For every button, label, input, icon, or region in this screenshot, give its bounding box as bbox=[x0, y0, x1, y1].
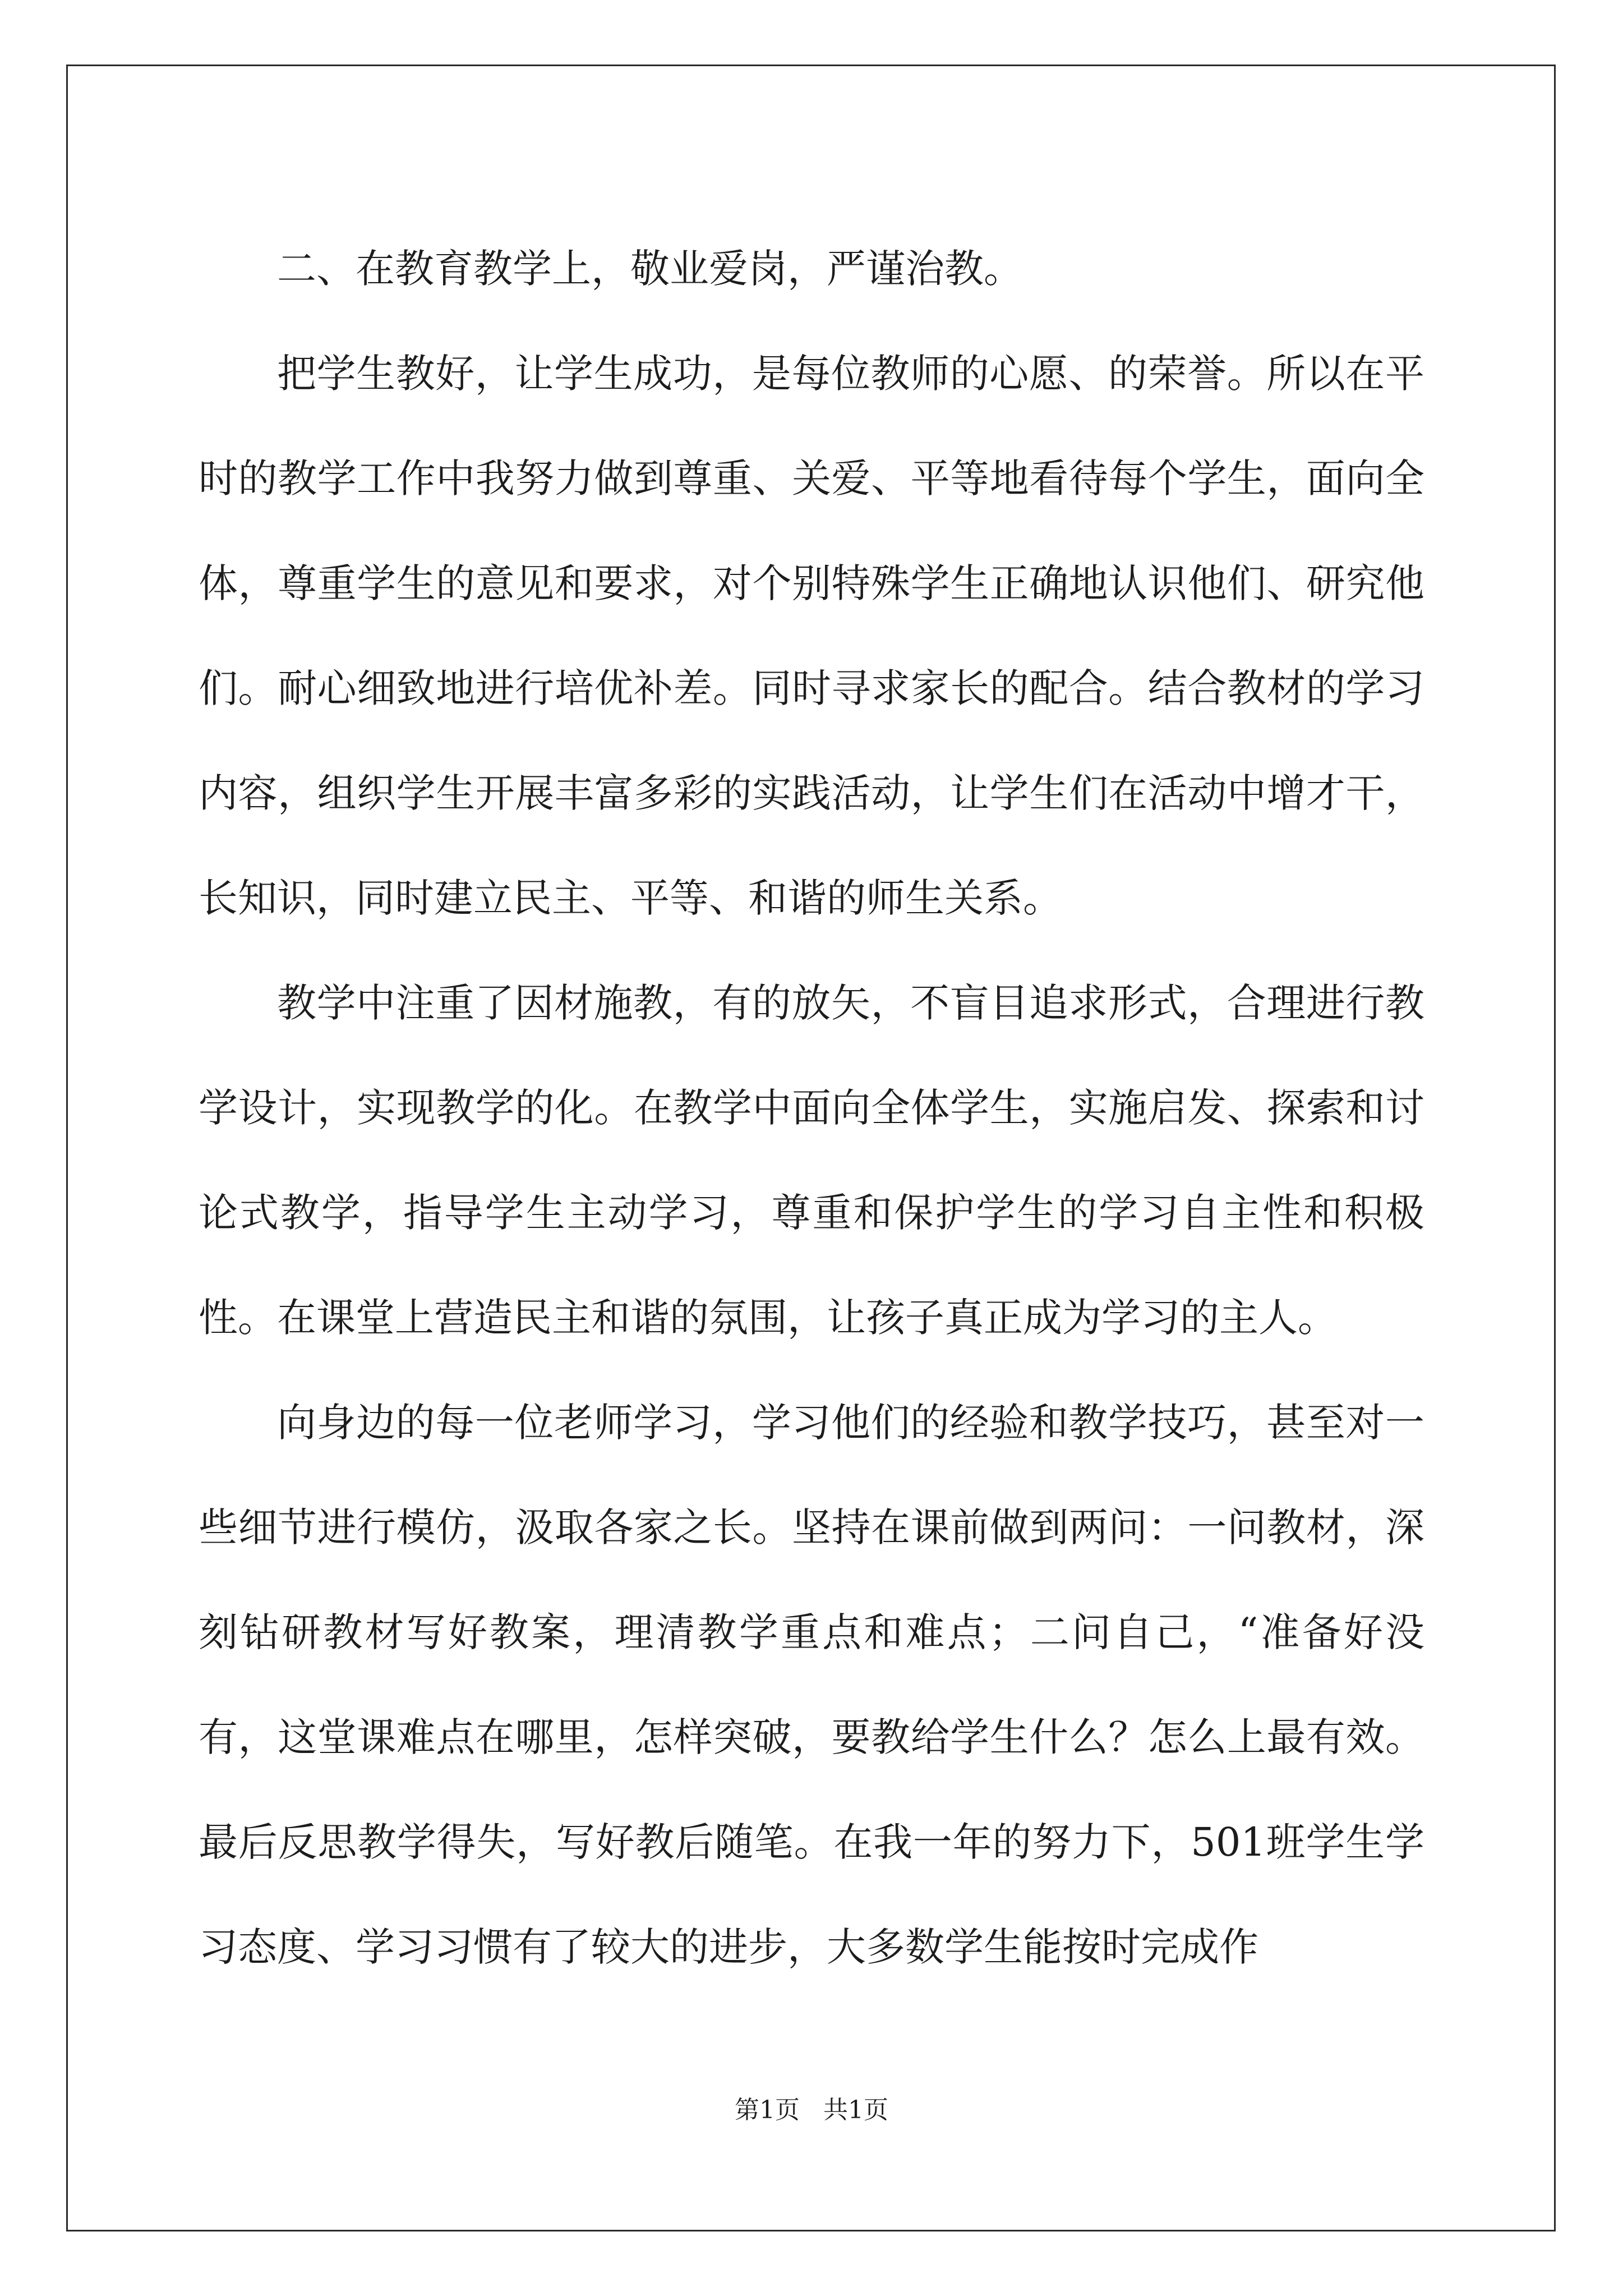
paragraph: 向身边的每一位老师学习，学习他们的经验和教学技巧，甚至对一些细节进行模仿，汲取各家之长。坚持在课前做到两问：一问教材，深刻钻研教材写好教案，理清教学重点和难点；二问自己，“准备好没有，这堂课难点在哪里，怎样突破，要教给学生什么？怎么上最有效。最后反思教学得失，写好教后随笔。在我一年的努力下，501班学生学习态度、学习习惯有了较大的进步，大多数学生能按时完成作 bbox=[199, 1400, 1424, 1970]
paragraph: 把学生教好，让学生成功，是每位教师的心愿、的荣誉。所以在平时的教学工作中我努力做到尊重、关爱、平等地看待每个学生，面向全体，尊重学生的意见和要求，对个别特殊学生正确地认识他们、研究他们。耐心细致地进行培优补差。同时寻求家长的配合。结合教材的学习内容，组织学生开展丰富多彩的实践活动，让学生们在活动中增才干，长知识，同时建立民主、平等、和谐的师生关系。 bbox=[199, 351, 1424, 921]
paragraph: 教学中注重了因材施教，有的放矢，不盲目追求形式，合理进行教学设计，实现教学的化。在教学中面向全体学生，实施启发、探索和讨论式教学，指导学生主动学习，尊重和保护学生的学习自主性和积极性。在课堂上营造民主和谐的氛围，让孩子真正成为学习的主人。 bbox=[199, 980, 1424, 1341]
document-body bbox=[199, 217, 1424, 2000]
page-number-footer: 第1页 共1页 bbox=[735, 2096, 888, 2124]
paragraph-heading: 二、在教育教学上，敬业爱岗，严谨治教。 bbox=[277, 246, 1023, 292]
